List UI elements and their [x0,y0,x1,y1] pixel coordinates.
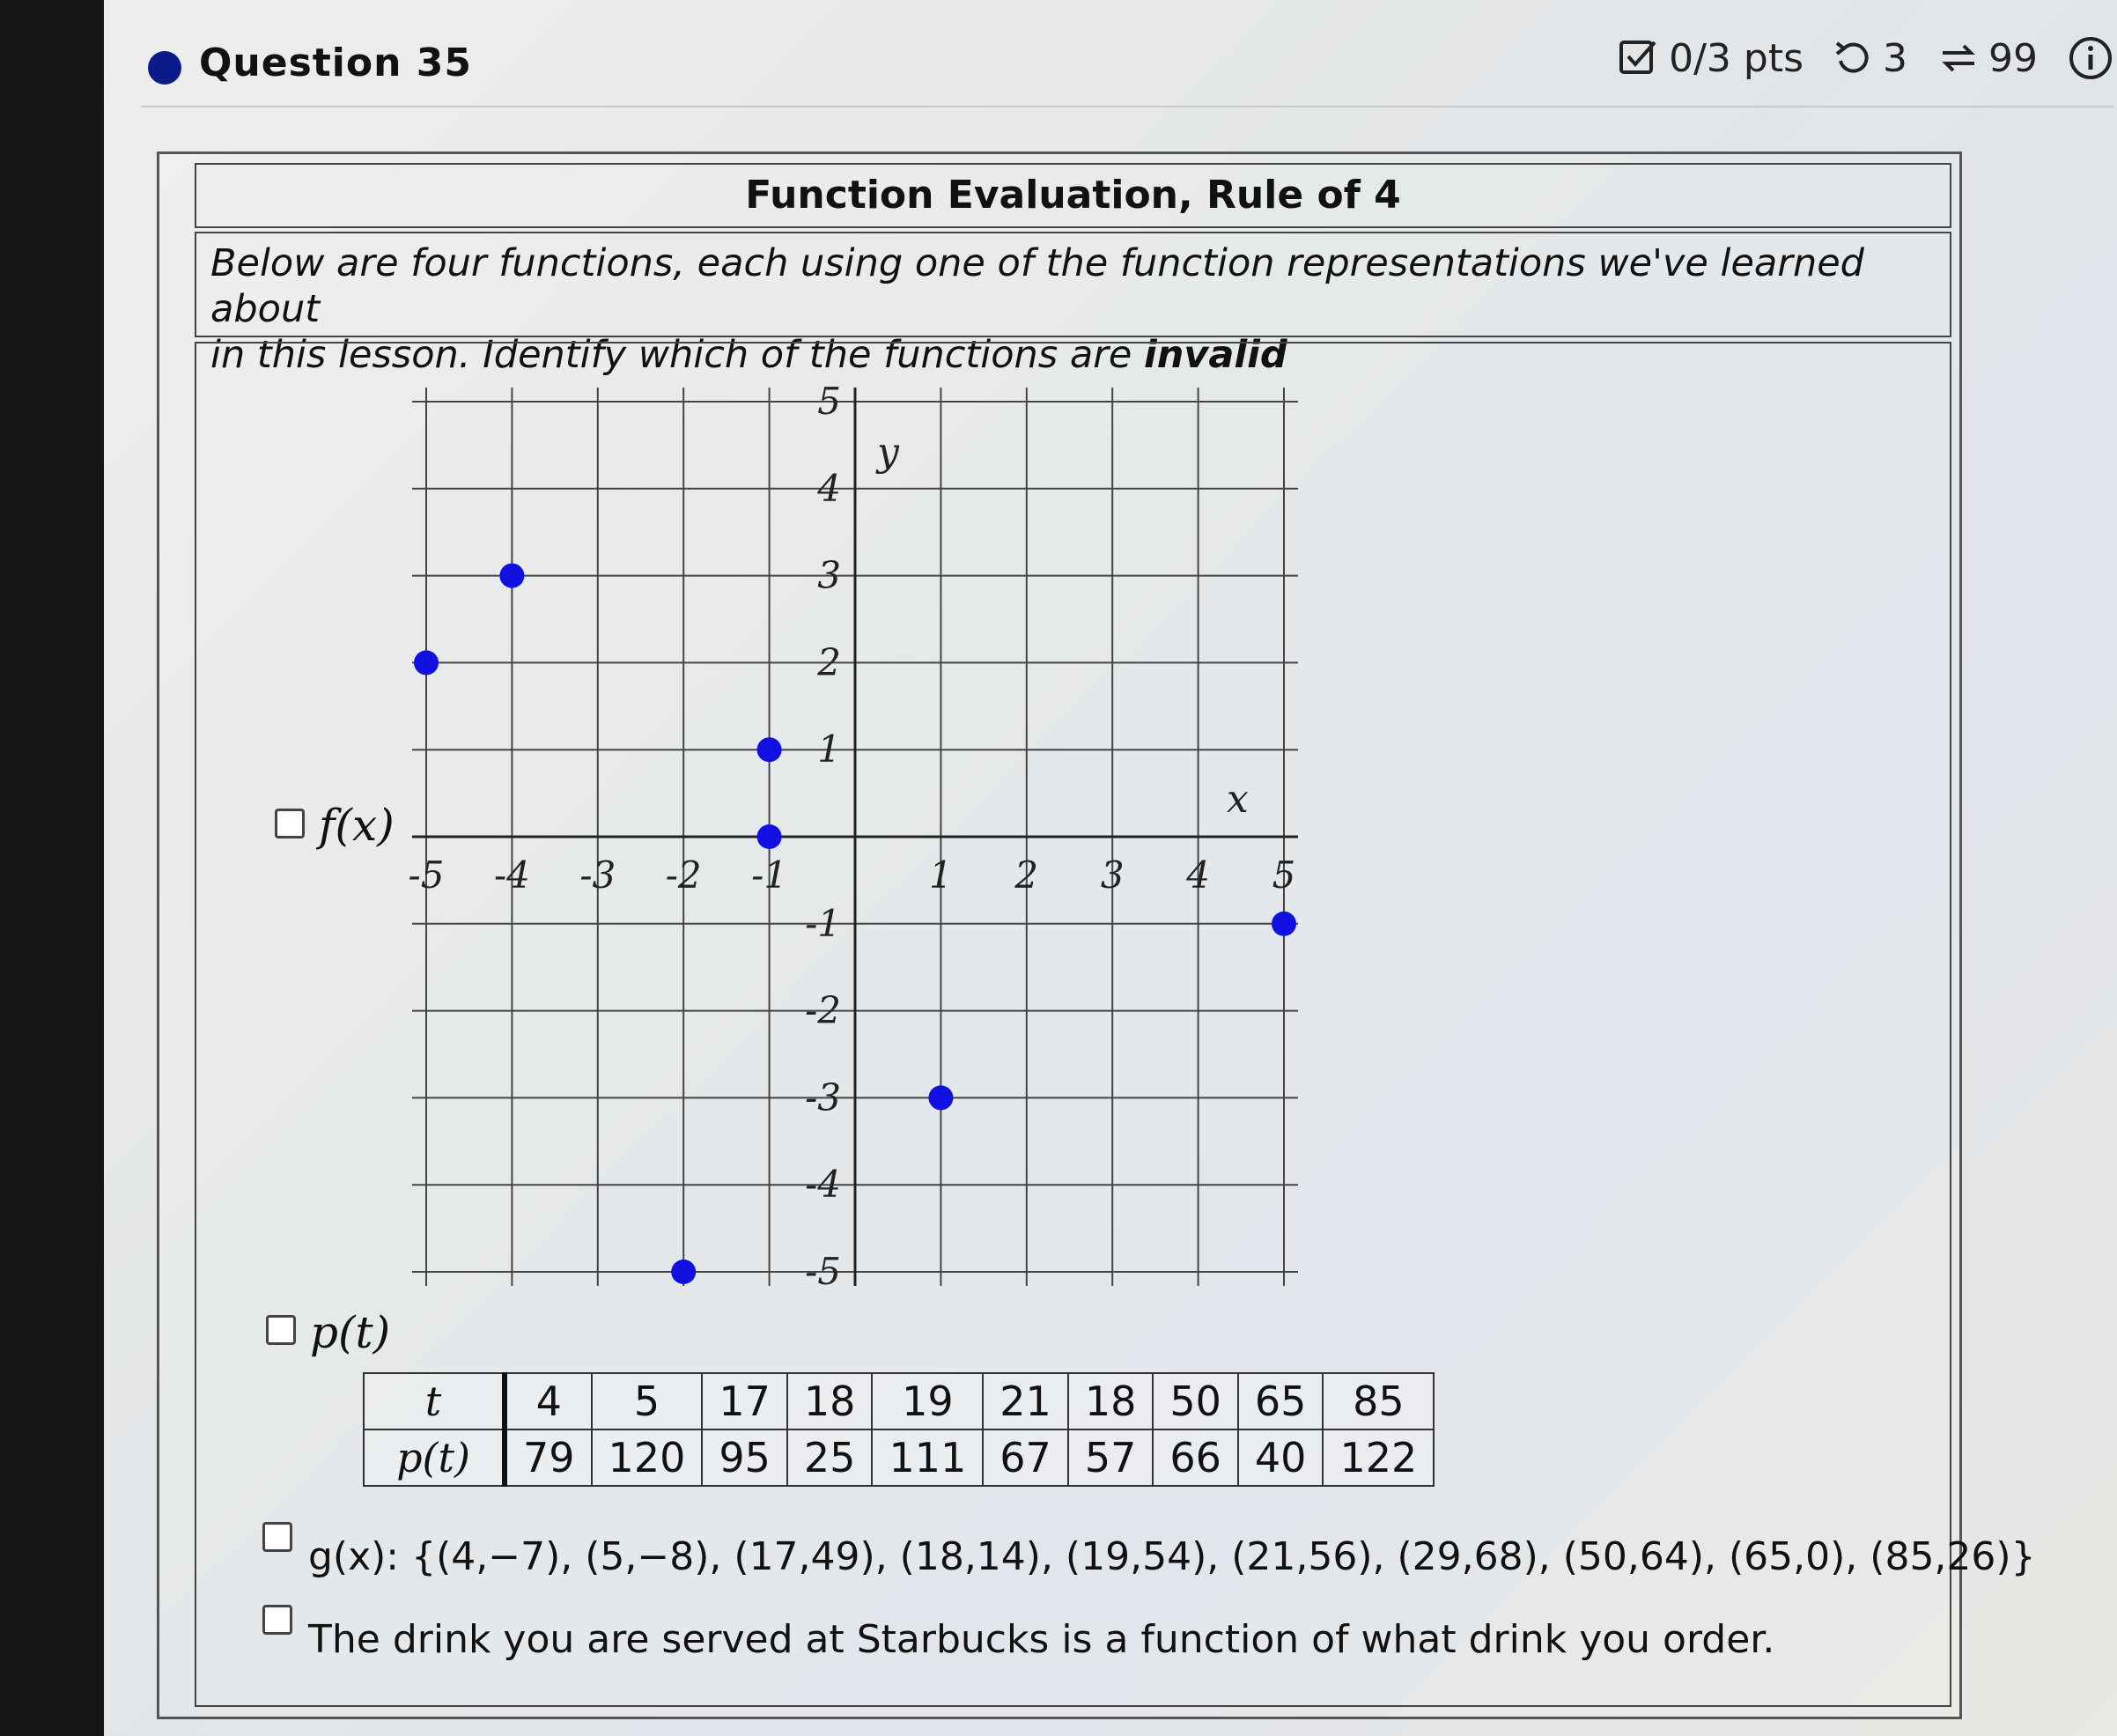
y-tick-label: -3 [805,1075,841,1119]
y-tick-label: -2 [805,988,841,1032]
t-header: t [364,1373,505,1429]
p-cell: 67 [983,1429,1068,1486]
data-point [928,1085,953,1110]
x-tick-label: -3 [579,853,616,897]
y-tick-label: 2 [817,640,841,684]
data-point [499,564,524,588]
data-point [1272,912,1296,936]
instruction-line-1: Below are four functions, each using one of the function representations we've learned about [210,241,1864,331]
starbucks-checkbox[interactable] [262,1605,292,1635]
t-cell: 85 [1323,1373,1434,1429]
question-title: Question 35 [199,41,472,85]
p-cell: 95 [702,1429,787,1486]
x-tick-label: -2 [665,853,702,897]
submissions-count: 99 [1988,35,2038,81]
instruction-emphasis: invalid [1144,333,1287,377]
p-cell: 25 [787,1429,873,1486]
instruction-line-2: in this lesson. Identify which of the functions are [210,333,1145,377]
t-cell: 18 [1068,1373,1154,1429]
panel-title: Function Evaluation, Rule of 4 [195,163,1951,228]
p-cell: 57 [1068,1429,1154,1486]
y-tick-label: -1 [805,901,841,945]
y-tick-label: 5 [817,380,841,423]
starbucks-option-text: The drink you are served at Starbucks is a function of what drink you order. [308,1617,1775,1662]
g-checkbox[interactable] [262,1522,292,1552]
t-cell: 19 [872,1373,983,1429]
x-tick-label: 2 [1014,853,1039,897]
t-cell: 21 [983,1373,1068,1429]
p-label: p(t) [310,1307,391,1358]
p-cell: 111 [872,1429,983,1486]
t-cell: 65 [1238,1373,1324,1429]
t-row [364,1373,1434,1429]
attempts-count: 3 [1883,35,1907,81]
p-cell: 40 [1238,1429,1324,1486]
y-tick-label: 4 [817,466,841,510]
y-tick-label: 1 [817,728,841,772]
p-checkbox[interactable] [266,1315,296,1345]
y-tick-label: -4 [805,1163,841,1207]
y-axis-label: y [877,430,899,475]
data-point [671,1260,696,1284]
x-tick-label: 4 [1186,853,1210,897]
t-cell: 4 [505,1373,592,1429]
f-label: f(x) [319,800,395,851]
t-cell: 18 [787,1373,873,1429]
g-option-text: g(x): {(4,−7), (5,−8), (17,49), (18,14), (19,54), (21,56), (29,68), (50,64), (65,0), (85,26)} [308,1534,2036,1579]
x-tick-label: -4 [493,853,530,897]
data-point [757,737,782,762]
data-point [757,824,782,849]
f-checkbox[interactable] [275,809,305,838]
graph-axes [412,388,1298,1286]
y-tick-label: -5 [805,1250,841,1293]
x-tick-label: 5 [1272,853,1296,897]
p-header: p(t) [364,1429,505,1486]
x-tick-label: -5 [408,853,445,897]
p-row [364,1429,1434,1486]
t-cell: 5 [592,1373,703,1429]
x-tick-label: 3 [1100,853,1125,897]
p-cell: 122 [1323,1429,1434,1486]
p-cell: 79 [505,1429,592,1486]
y-tick-label: 3 [817,553,841,597]
t-cell: 17 [702,1373,787,1429]
points-text: 0/3 pts [1669,35,1804,81]
data-point [414,650,439,675]
t-cell: 50 [1153,1373,1238,1429]
p-cell: 66 [1153,1429,1238,1486]
p-table [363,1372,1435,1487]
p-cell: 120 [592,1429,703,1486]
x-tick-label: 1 [929,853,953,897]
x-axis-label: x [1227,777,1249,822]
x-tick-label: -1 [751,853,788,897]
